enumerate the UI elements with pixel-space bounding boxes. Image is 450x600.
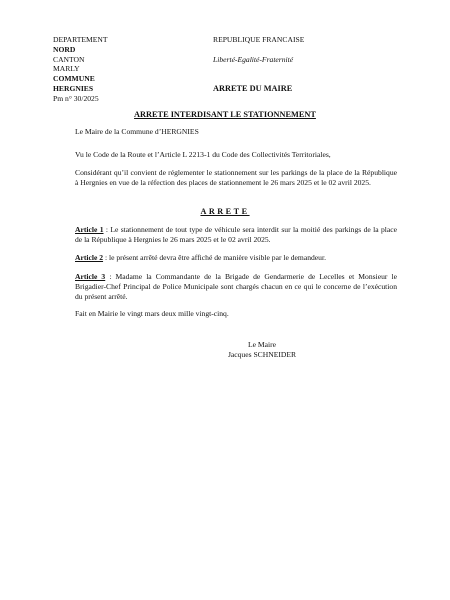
vu-lead: Vu le Code de la Route et l’Article [75, 150, 181, 159]
article-3-end: . [125, 291, 128, 301]
vu-paragraph [75, 150, 397, 160]
canton-value: MARLY [53, 64, 80, 74]
document-title: ARRETE INTERDISANT LE STATIONNEMENT [134, 110, 316, 119]
reference-number: Pm n° 30/2025 [53, 93, 99, 103]
fait-paragraph [75, 309, 397, 319]
article-2-label: Article 2 [75, 253, 104, 262]
article-3 [75, 272, 397, 302]
article-2 [75, 253, 397, 263]
intro-text: Le Maire de la Commune d’HERGNIES [75, 127, 199, 136]
motto: Liberté-Egalité-Fraternité [213, 54, 294, 64]
header-right-block [213, 35, 393, 94]
department-value: NORD [53, 44, 76, 54]
republic-label: REPUBLIQUE FRANCAISE [213, 35, 305, 44]
department-label: DEPARTEMENT [53, 35, 108, 44]
article-3-tail: l’exécution du présent arrêté [75, 281, 397, 301]
article-1-label: Article 1 [75, 225, 104, 234]
arrete-heading: ARRETE [200, 207, 250, 216]
article-1 [75, 225, 397, 245]
considerant-paragraph [75, 168, 397, 188]
article-3-label: Article 3 [75, 272, 106, 281]
signature-role: Le Maire [247, 340, 277, 349]
canton-label: CANTON [53, 54, 85, 64]
signature-name: Jacques SCHNEIDER [227, 350, 297, 359]
arrete-du-maire-heading: ARRETE DU MAIRE [213, 83, 293, 93]
header-left-block [53, 35, 203, 104]
commune-label: COMMUNE [53, 74, 95, 84]
vu-text: L 2213-1 du Code des Collectivités Territoriales, [180, 150, 331, 159]
article-1-text: : Le stationnement de tout type de véhicule sera interdit sur la moitié des parkings de la place de la République à Hergnies le 26 mars 2025 et le 02 avril 2025. [75, 225, 397, 244]
commune-value: HERGNIES [53, 83, 94, 93]
considerant-text: le stationnement sur les parkings de la place de la République à Hergnies en vue de la réfection des places de stationnement le 26 mars 2025 et le 02 avril 2025. [75, 168, 397, 187]
article-3-text: : Madame la Commandante de la Brigade de Gendarmerie de Lecelles et Monsieur le Brigadier-Chef Principal de Police Municipale sont chargés chacun en ce qui le concerne de [75, 272, 397, 291]
fait-text: Fait en Mairie le vingt mars deux mille vingt-cinq. [75, 309, 229, 318]
article-2-text: : le présent arrêté devra être affiché de manière visible par le demandeur. [103, 253, 326, 262]
considerant-lead: Considérant qu’il convient de réglementer [75, 168, 205, 177]
intro-paragraph [75, 127, 397, 137]
